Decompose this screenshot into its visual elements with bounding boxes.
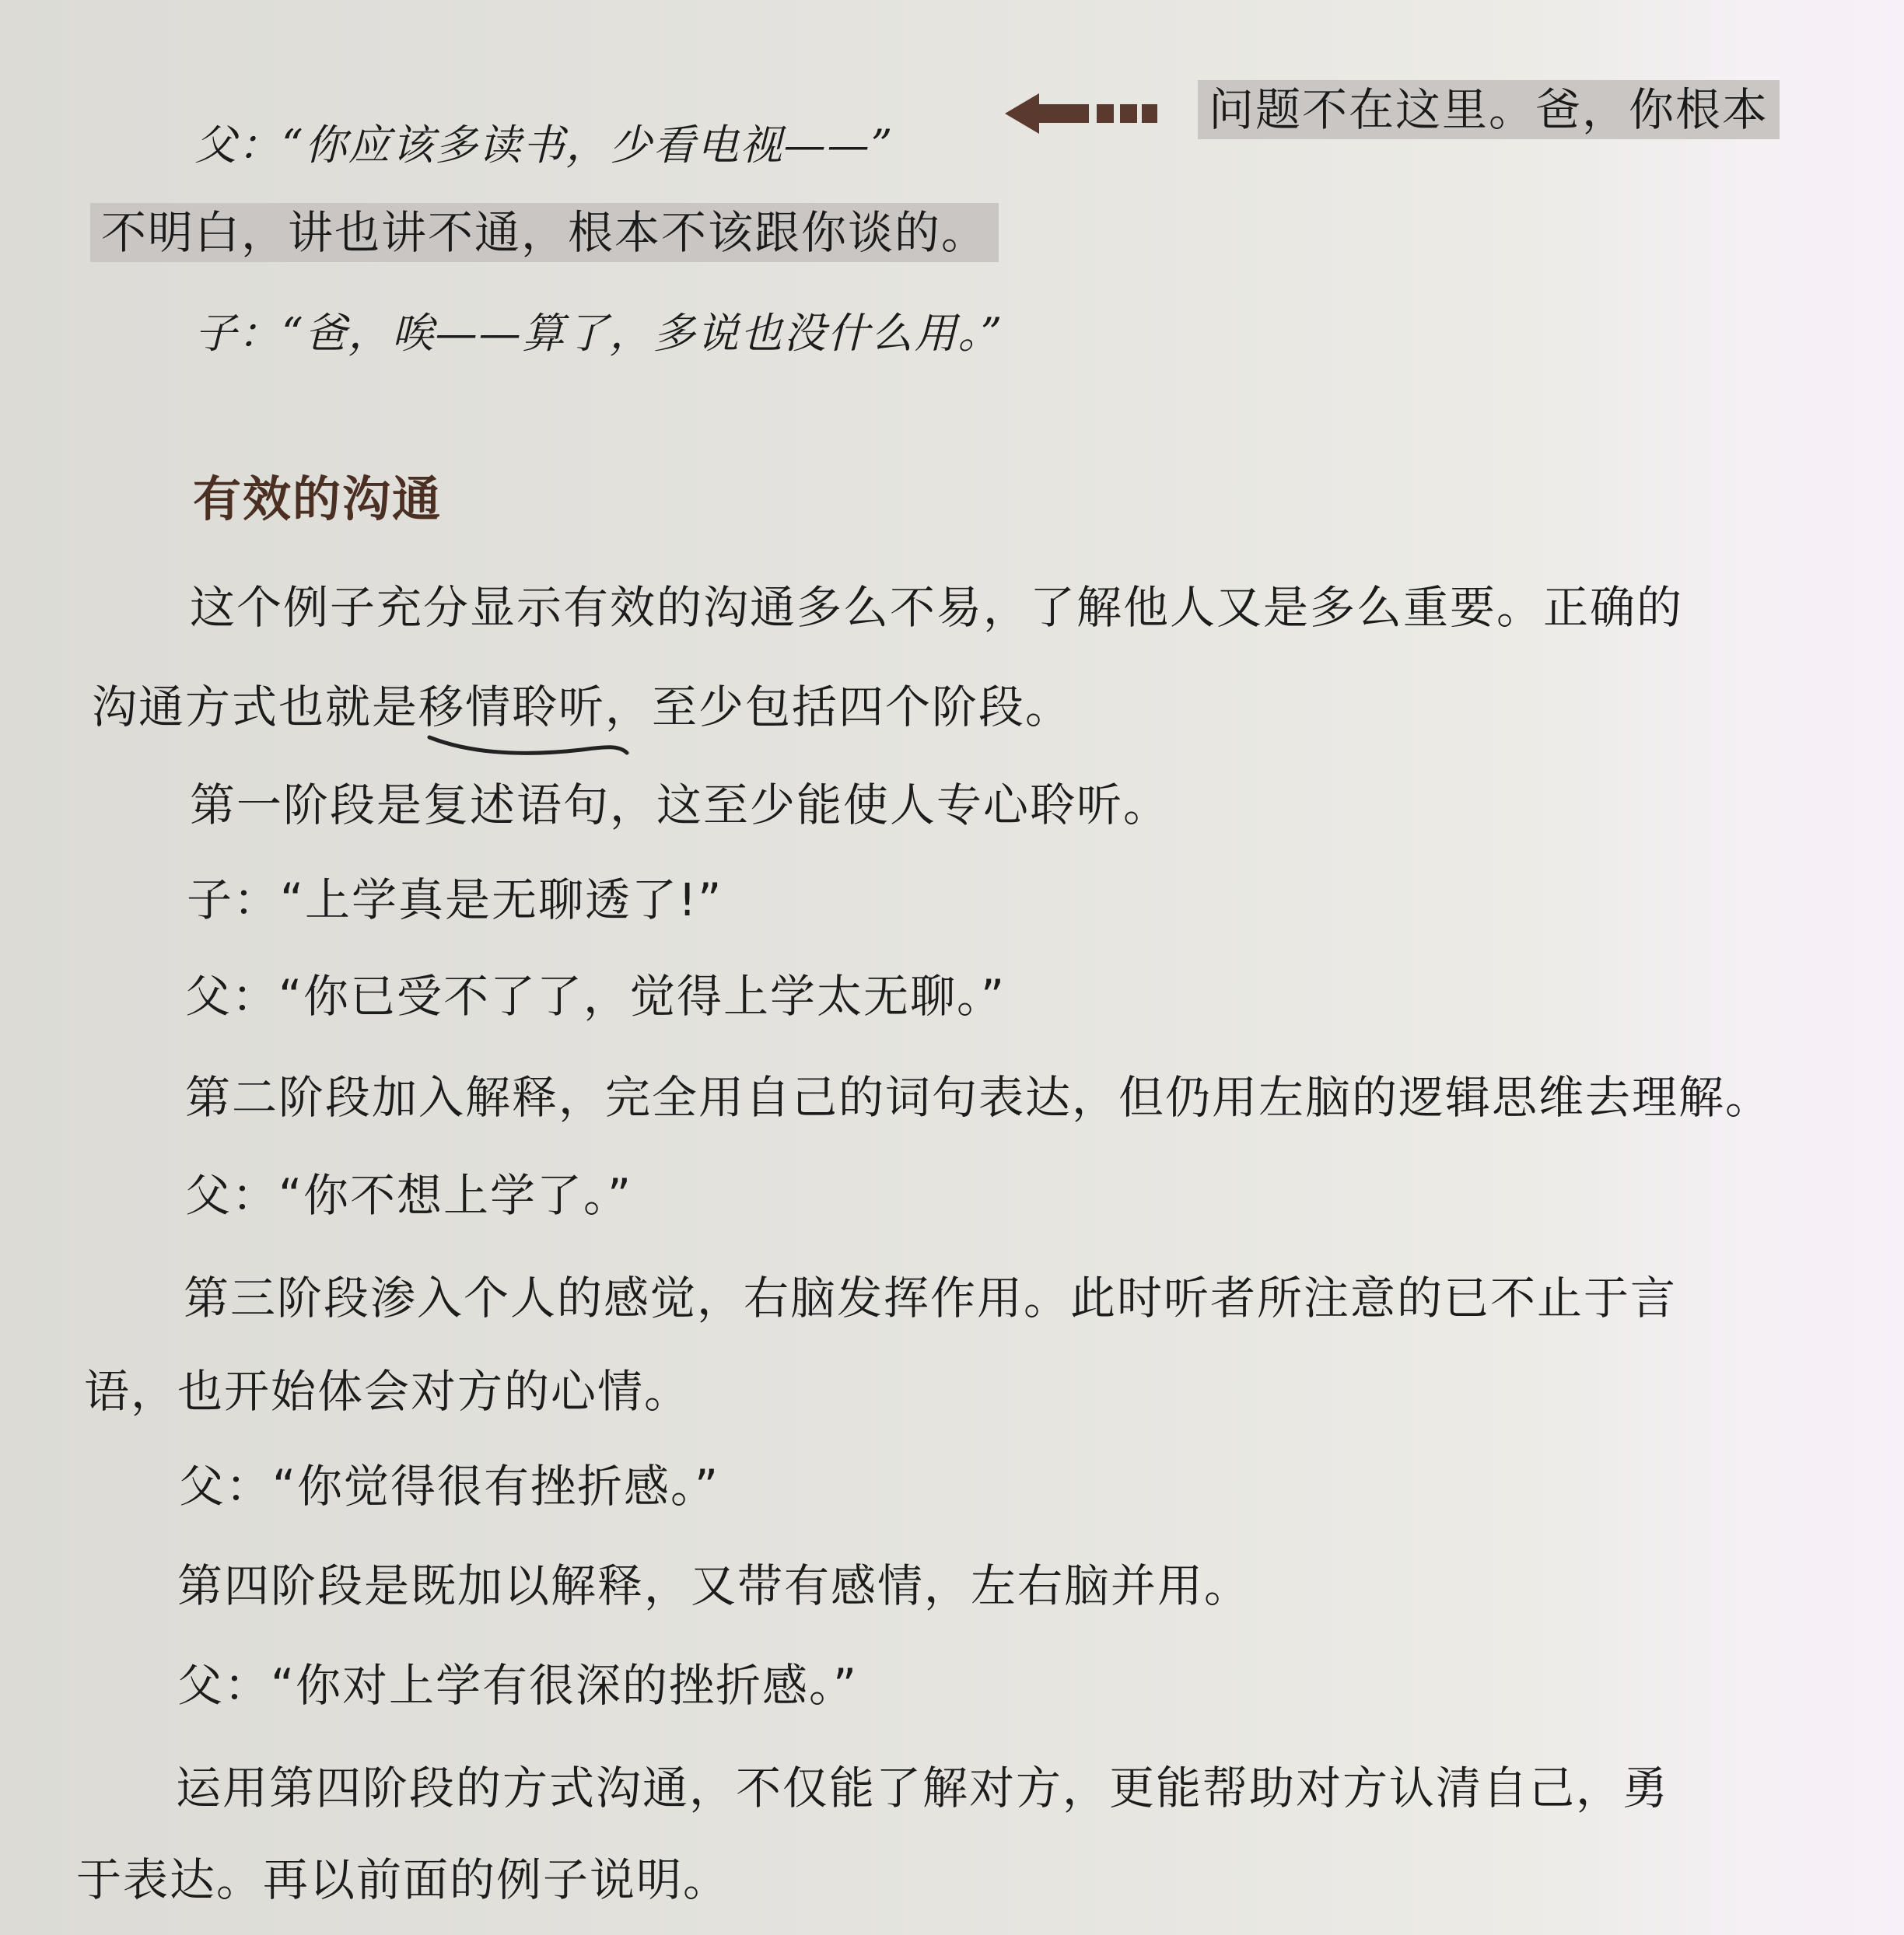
left-arrow-icon — [1005, 90, 1157, 137]
paragraph-line: 第一阶段是复述语句，这至少能使人专心聆听。 — [190, 779, 1171, 831]
dialog-father-line — [194, 117, 894, 174]
paragraph-line: 于表达。再以前面的例子说明。 — [76, 1853, 730, 1906]
example-father-line: 父：“你对上学有很深的挫折感。” — [177, 1659, 859, 1712]
section-heading: 有效的沟通 — [193, 471, 443, 527]
example-father-line: 父：“你觉得很有挫折感。” — [179, 1460, 720, 1513]
paragraph-line: 第二阶段加入解释，完全用自己的词句表达，但仍用左脑的逻辑思维去理解。 — [185, 1071, 1773, 1124]
handwritten-underline — [426, 731, 630, 758]
example-child-line: 子：“上学真是无聊透了!” — [187, 873, 723, 926]
paragraph-line — [92, 678, 1072, 736]
highlighted-reply-line1 — [1198, 81, 1780, 138]
paragraph-text: ，至少包括四个阶段。 — [605, 681, 1073, 733]
highlighted-reply-line2 — [90, 204, 999, 261]
paragraph-line: 第四阶段是既加以解释，又带有感情，左右脑并用。 — [177, 1559, 1251, 1612]
underlined-term: 移情聆听 — [418, 681, 606, 733]
example-father-line: 父：“你已受不了了，觉得上学太无聊。” — [185, 970, 1006, 1023]
paragraph-line: 运用第四阶段的方式沟通，不仅能了解对方，更能帮助对方认清自己，勇 — [176, 1762, 1670, 1814]
highlighted-text: 不明白，讲也讲不通，根本不该跟你谈的。 — [90, 203, 999, 262]
paragraph-line: 这个例子充分显示有效的沟通多么不易，了解他人又是多么重要。正确的 — [190, 581, 1684, 634]
paragraph-text: 沟通方式也就是 — [92, 681, 419, 733]
highlighted-text: 问题不在这里。爸，你根本 — [1198, 80, 1780, 139]
dialog-father-text: 父：“你应该多读书，少看电视——” — [194, 121, 894, 170]
example-father-line: 父：“你不想上学了。” — [185, 1169, 633, 1222]
dialog-child-line — [194, 305, 1003, 362]
paragraph-line: 语，也开始体会对方的心情。 — [84, 1365, 691, 1418]
dialog-child-text: 子：“爸，唉——算了，多说也没什么用。” — [194, 309, 1004, 358]
paragraph-line: 第三阶段渗入个人的感觉，右脑发挥作用。此时听者所注意的已不止于言 — [184, 1272, 1678, 1324]
